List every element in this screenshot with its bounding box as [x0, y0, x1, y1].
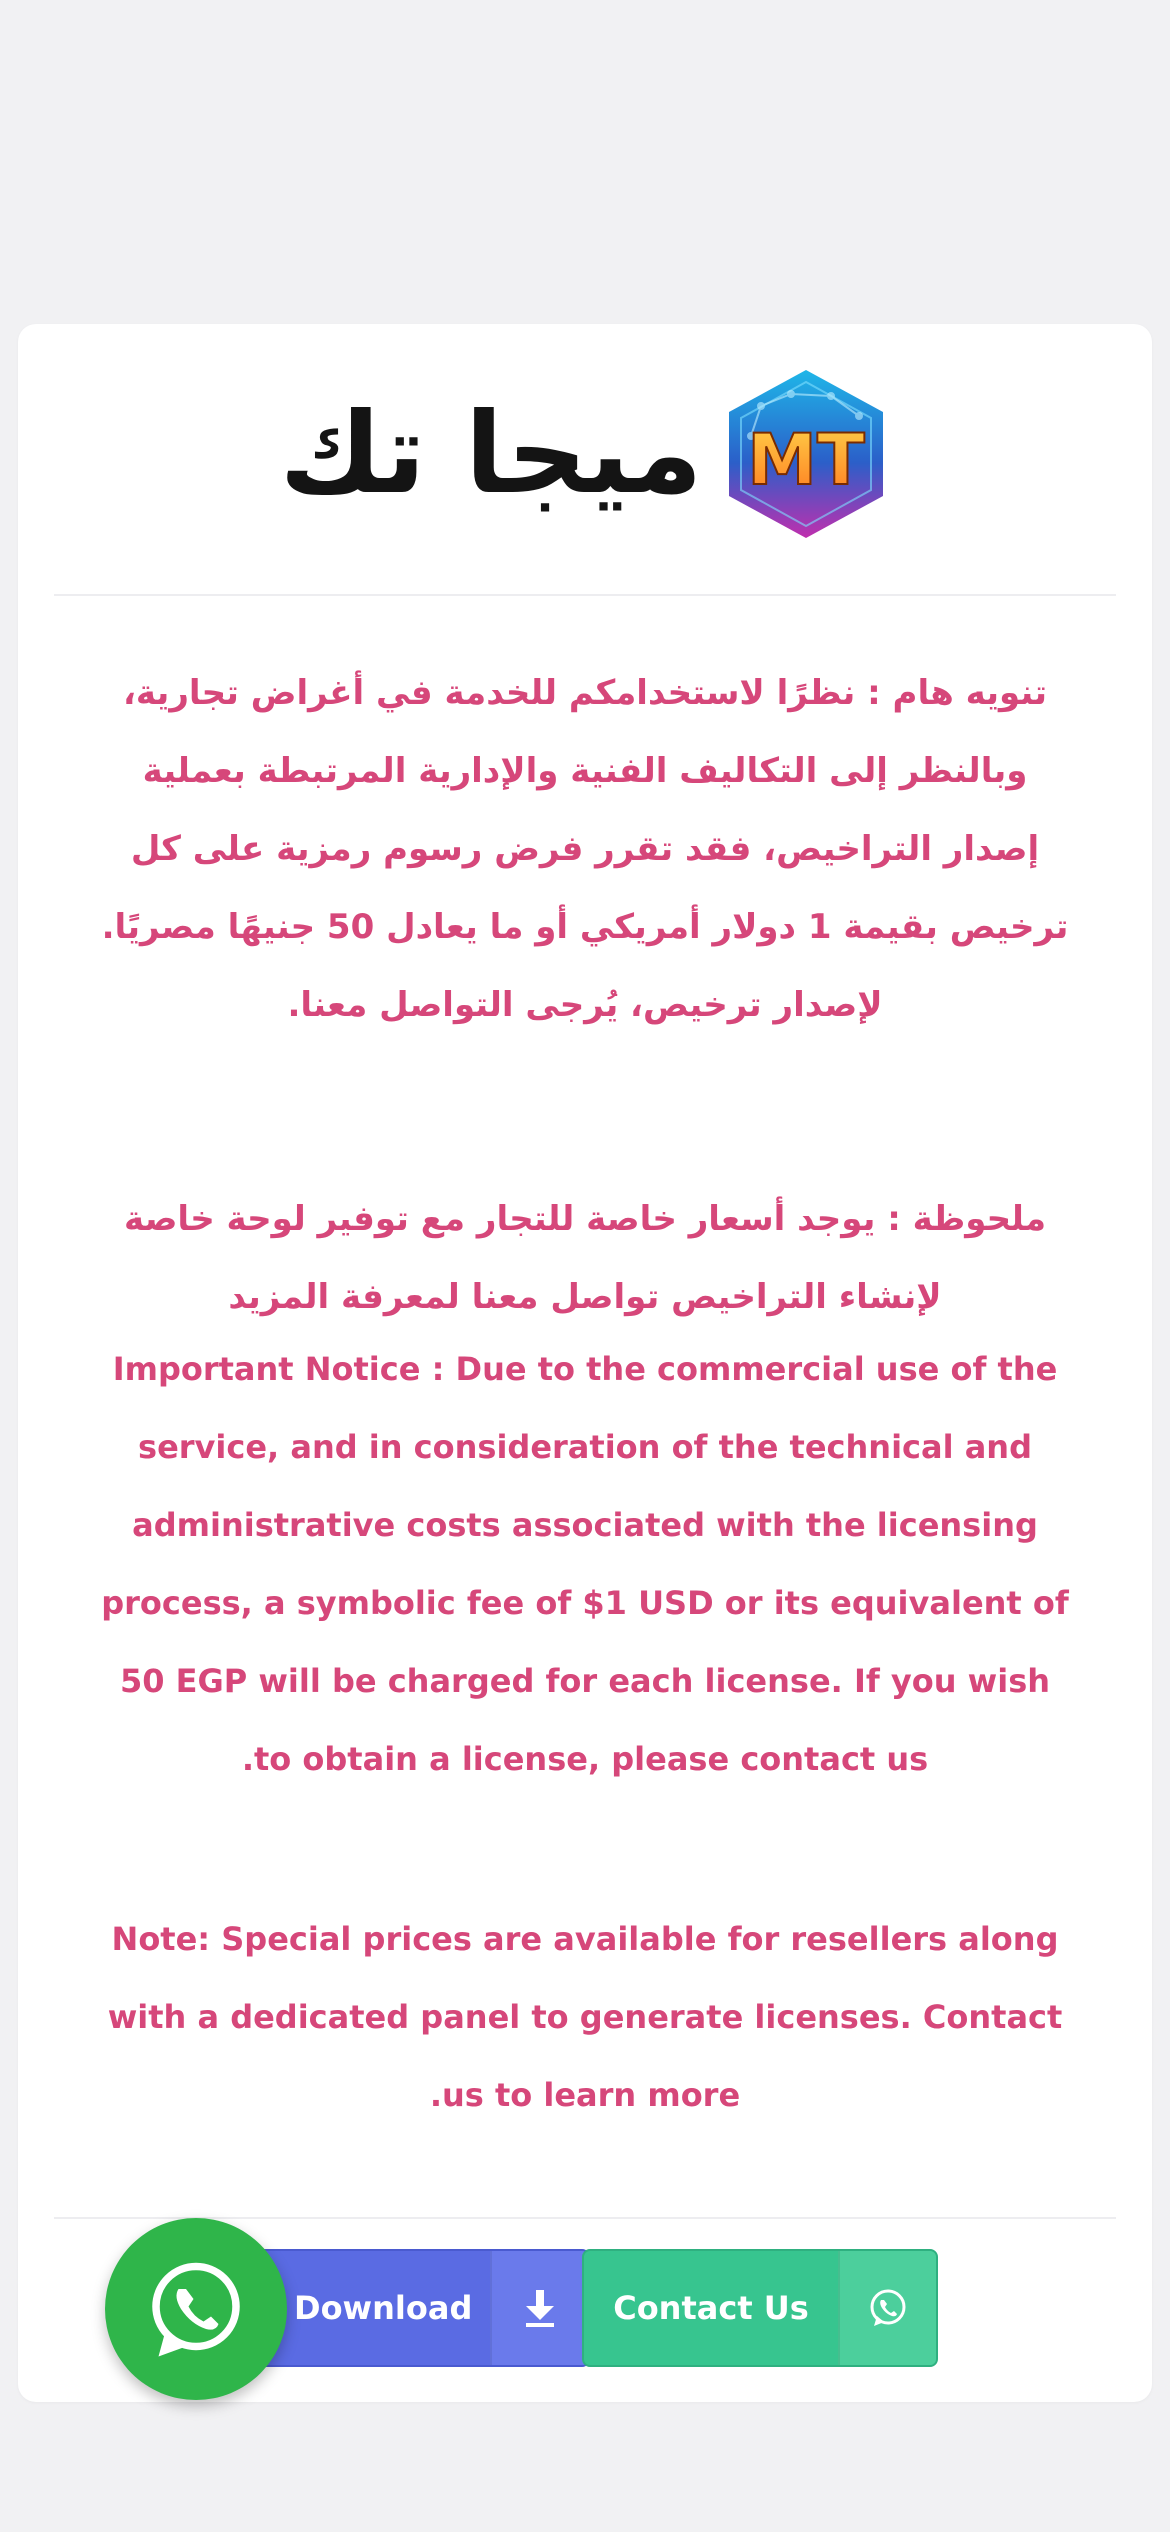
arabic-notice: تنويه هام : نظرًا لاستخدامكم للخدمة في أغراض تجارية، وبالنظر إلى التكاليف الفنية والإدارية المرتبطة بعملية إصدار التراخيص، فقد تقرر فرض رسوم رمزية على كل ترخيص بقيمة 1 دولار أمريكي أو ما يعادل 50 جنيهًا مصريًا. لإصدار ترخيص، يُرجى التواصل معنا.	[101, 673, 1069, 1025]
english-reseller-note: Note: Special prices are available for resellers along with a dedicated panel to generate licenses. Contact us to learn more.	[107, 1920, 1063, 2114]
whatsapp-icon	[838, 2251, 936, 2365]
mt-logo-icon	[721, 366, 891, 542]
download-button-label: Download	[294, 2289, 473, 2327]
contact-button-label: Contact Us	[613, 2289, 809, 2327]
contact-us-button[interactable]	[582, 2249, 938, 2367]
brand-logo	[18, 364, 1152, 544]
brand-name: ميجا تك	[279, 389, 703, 519]
whatsapp-floating-button[interactable]	[105, 2218, 287, 2400]
whatsapp-icon	[141, 2254, 251, 2364]
svg-text:MT: MT	[746, 419, 865, 501]
download-icon	[490, 2251, 588, 2365]
header-divider	[54, 594, 1116, 596]
arabic-reseller-note: ملحوظة : يوجد أسعار خاصة للتجار مع توفير لوحة خاصة لإنشاء التراخيص تواصل معنا لمعرفة المزيد	[123, 1199, 1047, 1317]
license-notice-card	[18, 324, 1152, 2402]
english-notice: Important Notice : Due to the commercial use of the service, and in consideration of the technical and administrative costs associated with the licensing process, a symbolic fee of $1 USD or its equivalent of 50 EGP will be charged for each license. If you wish to obtain a license, please contact us.	[101, 1350, 1069, 1778]
